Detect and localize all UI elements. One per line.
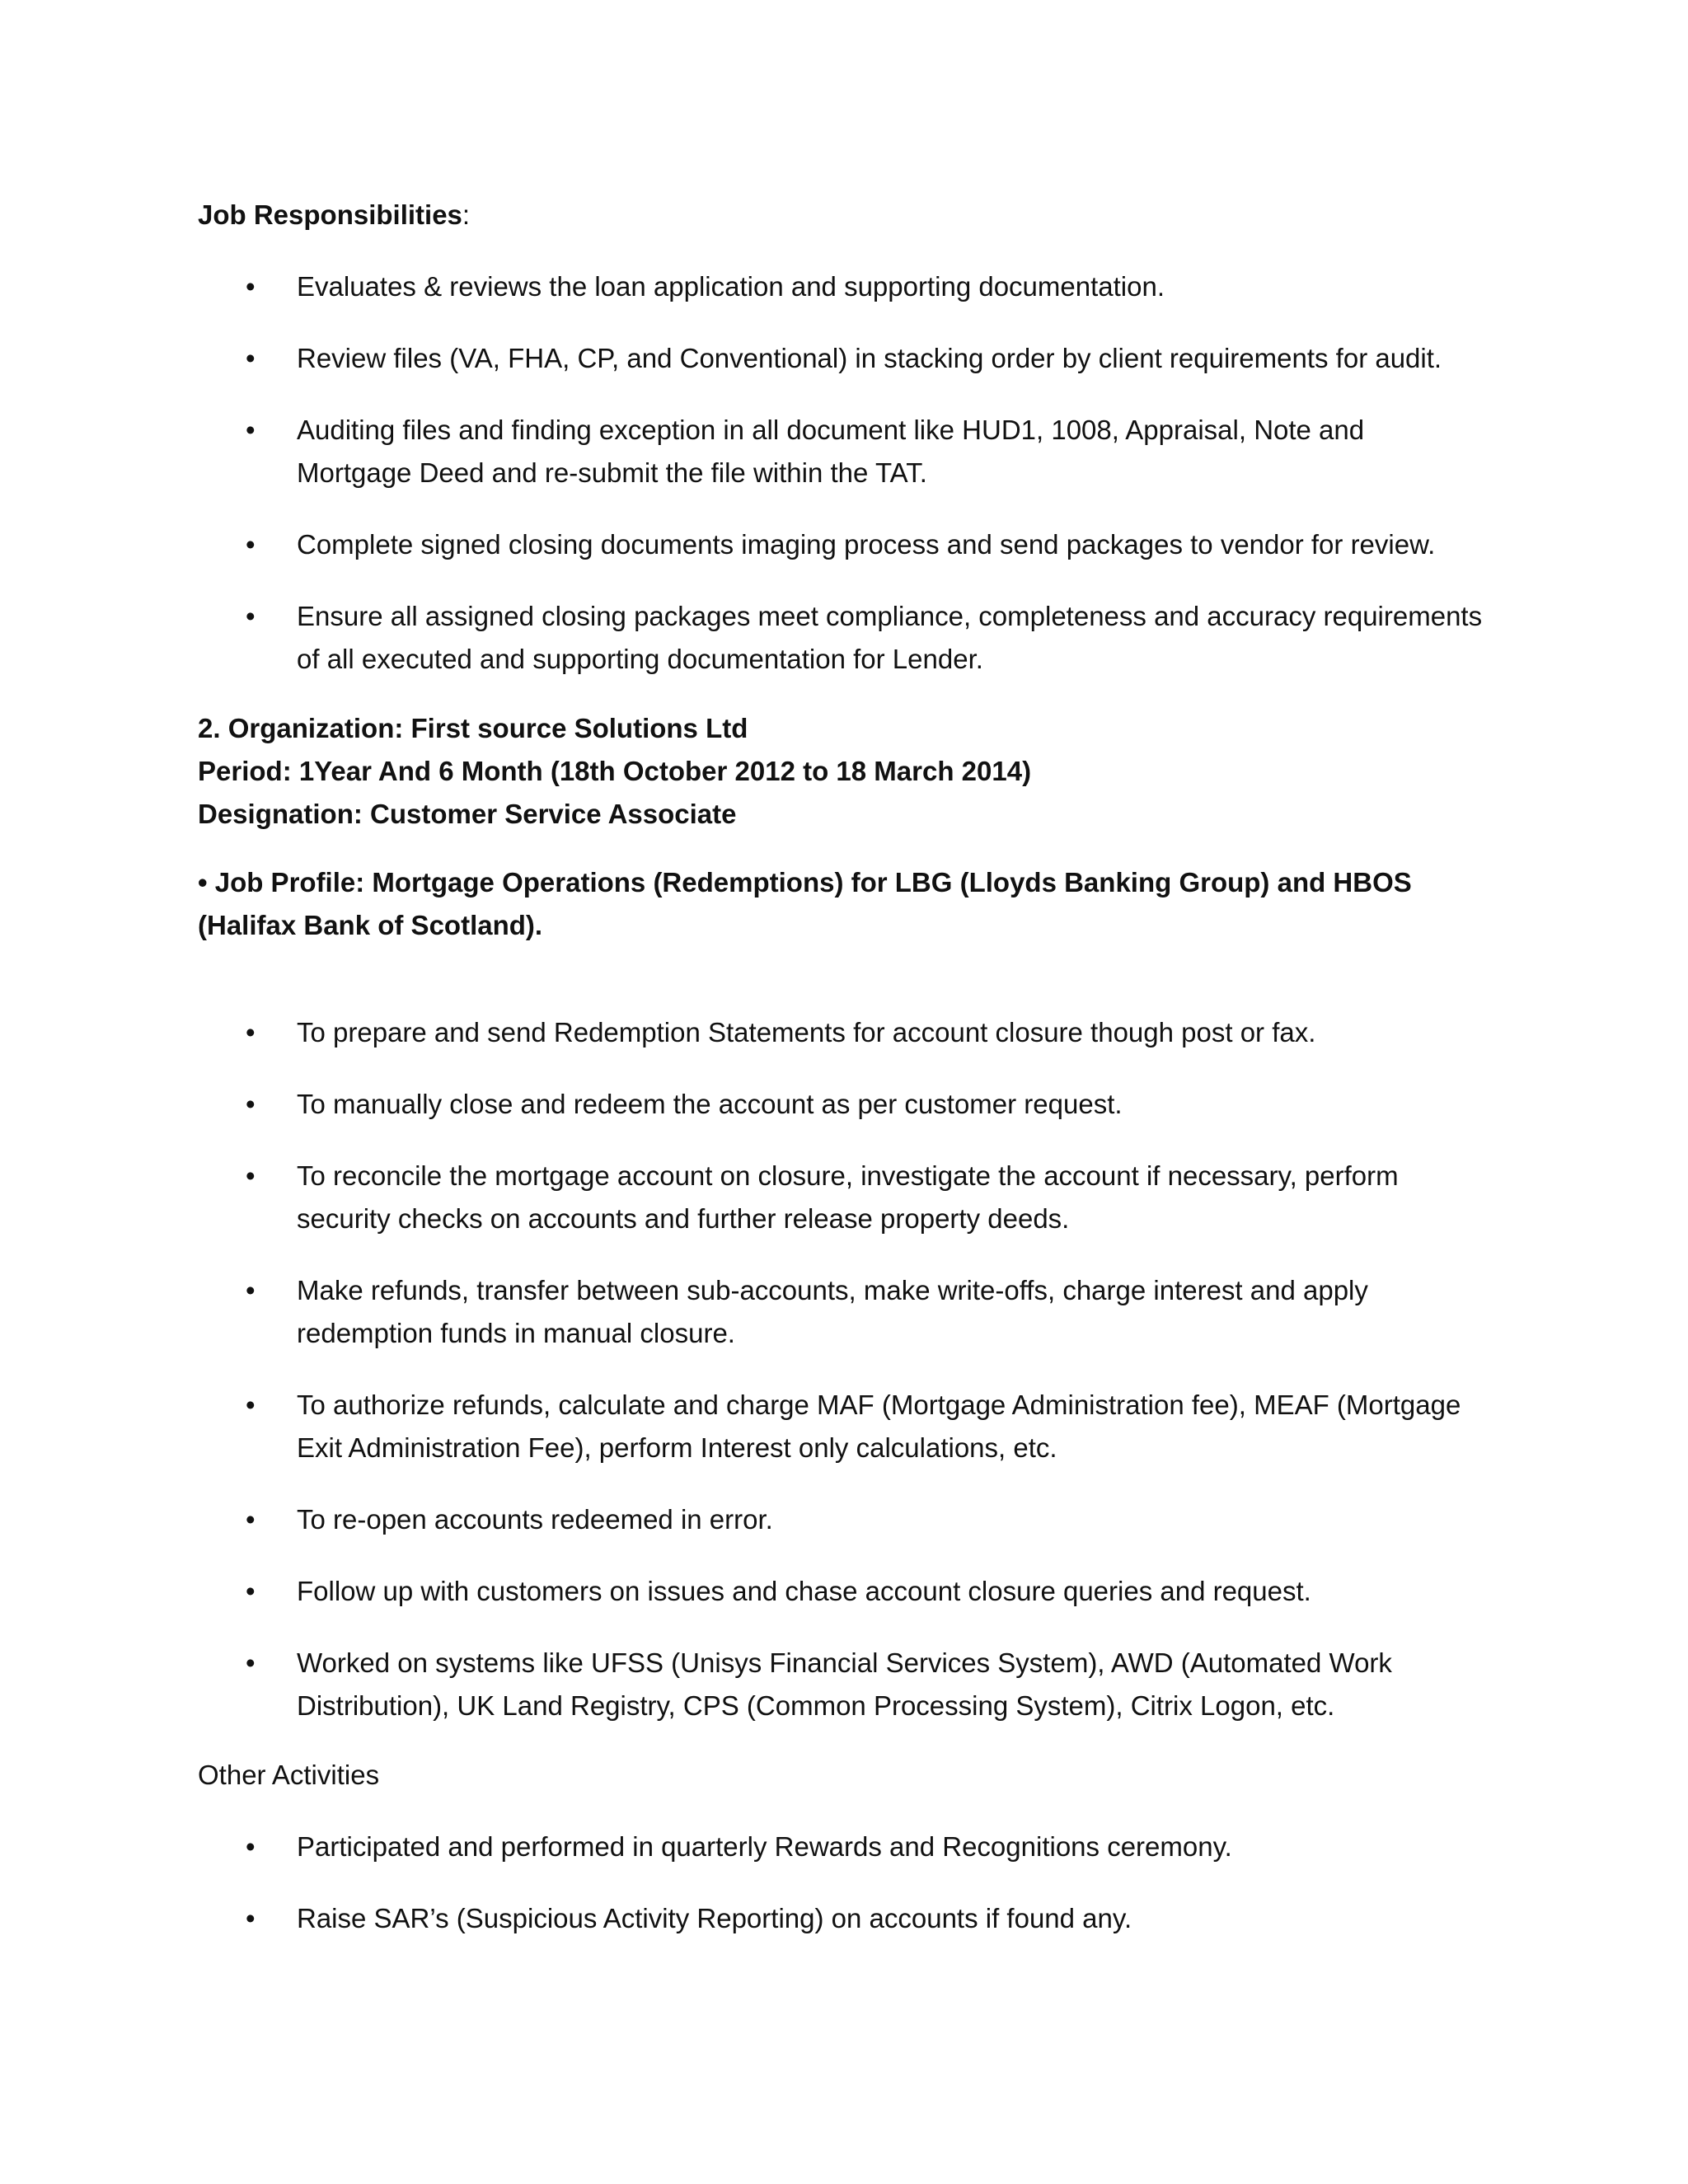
organization-line: 2. Organization: First source Solutions Ltd [198, 713, 748, 743]
bullet-icon: • [246, 271, 256, 302]
list-item: • Follow up with customers on issues and chase account closure queries and request. [198, 1570, 1484, 1613]
bullet-icon: • [246, 1275, 256, 1305]
list-item: • To manually close and redeem the account as per customer request. [198, 1083, 1484, 1126]
bullet-icon: • [246, 529, 256, 560]
period-line: Period: 1Year And 6 Month (18th October 2012 to 18 March 2014) [198, 756, 1032, 786]
list-item: • Worked on systems like UFSS (Unisys Financial Services System), AWD (Automated Work Distribution), UK Land Registry, CPS (Common Processing System), Citrix Logon, etc. [198, 1642, 1484, 1727]
bullet-icon: • [246, 343, 256, 373]
list-item: • Complete signed closing documents imaging process and send packages to vendor for review. [198, 523, 1484, 566]
list-item: • Review files (VA, FHA, CP, and Conventional) in stacking order by client requirements for audit. [198, 337, 1484, 380]
bullet-icon: • [246, 1831, 256, 1862]
list-item: • Evaluates & reviews the loan application and supporting documentation. [198, 265, 1484, 308]
list-item: • Participated and performed in quarterly Rewards and Recognitions ceremony. [198, 1825, 1484, 1868]
bullet-icon: • [246, 415, 256, 445]
list-item: • To reconcile the mortgage account on closure, investigate the account if necessary, perform security checks on accounts and further release property deeds. [198, 1155, 1484, 1240]
list-item: • To prepare and send Redemption Statements for account closure though post or fax. [198, 1011, 1484, 1054]
job-responsibilities-heading: Job Responsibilities: [198, 199, 471, 230]
bullet-icon: • [246, 601, 256, 631]
bullet-icon: • [246, 1504, 256, 1535]
list-item: • Ensure all assigned closing packages meet compliance, completeness and accuracy requirements of all executed and supporting documentation for Lender. [198, 595, 1484, 681]
list-item: • To authorize refunds, calculate and charge MAF (Mortgage Administration fee), MEAF (Mortgage Exit Administration Fee), perform Interest only calculations, etc. [198, 1384, 1484, 1469]
bullet-icon: • [246, 1160, 256, 1191]
bullet-icon: • [246, 1089, 256, 1119]
list-item: • Auditing files and finding exception in all document like HUD1, 1008, Appraisal, Note and Mortgage Deed and re-submit the file within the TAT. [198, 409, 1484, 494]
bullet-icon: • [246, 1903, 256, 1933]
list-item: • Make refunds, transfer between sub-accounts, make write-offs, charge interest and apply redemption funds in manual closure. [198, 1269, 1484, 1355]
bullet-icon: • [246, 1576, 256, 1606]
other-activities-heading: Other Activities [198, 1760, 380, 1790]
job-profile-line-1: • Job Profile: Mortgage Operations (Redemptions) for LBG (Lloyds Banking Group) and HBOS [198, 867, 1412, 898]
bullet-icon: • [246, 1017, 256, 1047]
list-item: • To re-open accounts redeemed in error. [198, 1498, 1484, 1541]
bullet-icon: • [246, 1647, 256, 1678]
designation-line: Designation: Customer Service Associate [198, 799, 737, 829]
job-profile-line-2: (Halifax Bank of Scotland). [198, 910, 543, 940]
bullet-icon: • [246, 1390, 256, 1420]
list-item: • Raise SAR’s (Suspicious Activity Reporting) on accounts if found any. [198, 1897, 1484, 1940]
